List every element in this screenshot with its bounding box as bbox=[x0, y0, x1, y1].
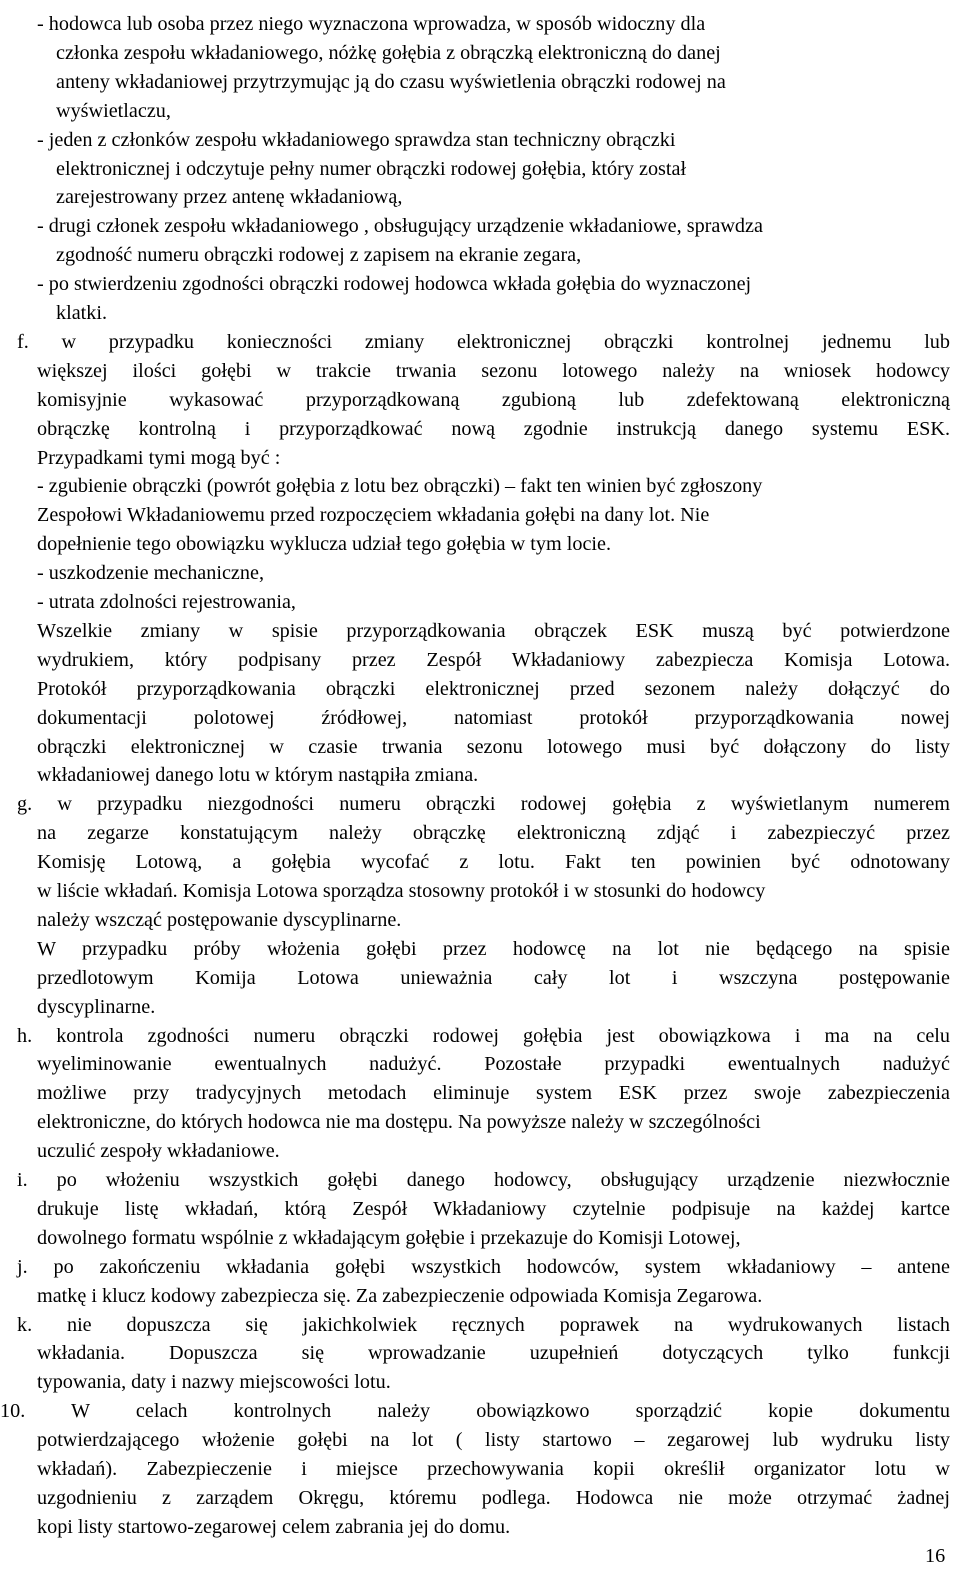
text-line: dyscyplinarne. bbox=[37, 995, 156, 1018]
text-line: w liście wkładań. Komisja Lotowa sporządza stosowny protokół i w stosunki do hodowcy bbox=[37, 880, 766, 902]
text-line: drukuje listę wkładań, którą Zespół Wkładaniowy czytelnie podpisuje na każdej kartce bbox=[37, 1197, 950, 1220]
text-line: Przypadkami tymi mogą być : bbox=[37, 446, 281, 469]
text-line: - jeden z członków zespołu wkładaniowego sprawdza stan techniczny obrączki bbox=[37, 128, 676, 151]
text-line: matkę i klucz kodowy zabezpiecza się. Za zabezpieczenie odpowiada Komisja Zegarowa. bbox=[37, 1284, 763, 1307]
text-line: h. kontrola zgodności numeru obrączki rodowej gołębia jest obowiązkowa i ma na celu bbox=[17, 1024, 950, 1047]
text-line: przedlotowym Komija Lotowa unieważnia cały lot i wszczyna postępowanie bbox=[37, 966, 950, 989]
text-line: wydrukiem, który podpisany przez Zespół Wkładaniowy zabezpiecza Komisja Lotowa. bbox=[37, 648, 950, 671]
text-line: elektroniczne, do których hodowca nie ma dostępu. Na powyższe należy w szczególności bbox=[37, 1111, 761, 1134]
text-line: zgodność numeru obrączki rodowej z zapisem na ekranie zegara, bbox=[56, 244, 582, 267]
text-line: większej ilości gołębi w trakcie trwania sezonu lotowego należy na wniosek hodowcy bbox=[37, 359, 950, 382]
text-line: Zespołowi Wkładaniowemu przed rozpoczęciem wkładania gołębi na dany lot. Nie bbox=[37, 504, 710, 527]
text-line: - zgubienie obrączki (powrót gołębia z lotu bez obrączki) – fakt ten winien być zgłoszony bbox=[37, 475, 763, 498]
text-line: należy wszcząć postępowanie dyscyplinarne. bbox=[37, 908, 402, 931]
text-line: członka zespołu wkładaniowego, nóżkę gołębia z obrączką elektroniczną do danej bbox=[56, 41, 721, 64]
text-line: Protokół przyporządkowania obrączki elektronicznej przed sezonem należy dołączyć do bbox=[37, 677, 950, 700]
text-line: - utrata zdolności rejestrowania, bbox=[37, 591, 296, 613]
text-line: Komisję Lotową, a gołębia wycofać z lotu. Fakt ten powinien być odnotowany bbox=[37, 851, 950, 874]
text-line: k. nie dopuszcza się jakichkolwiek ręcznych poprawek na wydrukowanych listach bbox=[17, 1313, 950, 1336]
text-line: potwierdzającego włożenie gołębi na lot ( listy startowo – zegarowej lub wydruku listy bbox=[37, 1429, 950, 1452]
text-line: wyświetlaczu, bbox=[56, 99, 171, 122]
text-line: na zegarze konstatującym należy obrączkę elektroniczną zdjąć i zabezpieczyć przez bbox=[37, 822, 950, 845]
text-line: elektronicznej i odczytuje pełny numer obrączki rodowej gołębia, który został bbox=[56, 157, 687, 180]
text-line: kopi listy startowo-zegarowej celem zabrania jej do domu. bbox=[37, 1515, 511, 1538]
text-line: wyeliminowanie ewentualnych nadużyć. Pozostałe przypadki ewentualnych nadużyć bbox=[37, 1053, 950, 1076]
text-line: wkładaniowej danego lotu w którym nastąpiła zmiana. bbox=[37, 764, 479, 787]
text-line: uczulić zespoły wkładaniowe. bbox=[37, 1140, 280, 1163]
text-line: W przypadku próby włożenia gołębi przez hodowcę na lot nie będącego na spisie bbox=[37, 937, 950, 960]
text-line: dokumentacji polotowej źródłowej, natomiast protokół przyporządkowania nowej bbox=[37, 706, 950, 729]
text-line: - uszkodzenie mechaniczne, bbox=[37, 562, 264, 585]
text-line: 10. W celach kontrolnych należy obowiązkowo sporządzić kopie dokumentu bbox=[0, 1400, 950, 1423]
text-line: j. po zakończeniu wkładania gołębi wszystkich hodowców, system wkładaniowy – antene bbox=[17, 1255, 950, 1278]
text-line: Wszelkie zmiany w spisie przyporządkowania obrączek ESK muszą być potwierdzone bbox=[37, 619, 950, 642]
text-line: możliwe przy tradycyjnych metodach eliminuje system ESK przez swoje zabezpieczenia bbox=[37, 1082, 950, 1105]
text-line: obrączki elektronicznej w czasie trwania sezonu lotowego musi być dołączony do listy bbox=[37, 735, 950, 758]
text-line: klatki. bbox=[56, 302, 108, 324]
page-number: 16 bbox=[925, 1545, 946, 1567]
text-line: - po stwierdzeniu zgodności obrączki rodowej hodowca wkłada gołębia do wyznaczonej bbox=[37, 273, 752, 296]
text-line: - drugi członek zespołu wkładaniowego , obsługujący urządzenie wkładaniowe, sprawdza bbox=[37, 215, 763, 238]
text-line: zarejestrowany przez antenę wkładaniową, bbox=[56, 186, 403, 209]
text-line: typowania, daty i nazwy miejscowości lotu. bbox=[37, 1371, 391, 1394]
text-line: komisyjnie wykasować przyporządkowaną zgubioną lub zdefektowaną elektroniczną bbox=[37, 388, 950, 411]
text-line: - hodowca lub osoba przez niego wyznaczona wprowadza, w sposób widoczny dla bbox=[37, 13, 706, 35]
text-line: g. w przypadku niezgodności numeru obrączki rodowej gołębia z wyświetlanym numerem bbox=[17, 793, 950, 816]
text-line: uzgodnieniu z zarządem Okręgu, któremu podlega. Hodowca nie może otrzymać żadnej bbox=[37, 1486, 950, 1509]
text-line: i. po włożeniu wszystkich gołębi danego hodowcy, obsługujący urządzenie niezwłocznie bbox=[17, 1169, 950, 1191]
text-line: wkładań). Zabezpieczenie i miejsce przechowywania kopii określił organizator lotu w bbox=[37, 1458, 950, 1480]
text-line: obrączkę kontrolną i przyporządkować nową zgodnie instrukcją danego systemu ESK. bbox=[37, 417, 950, 440]
text-line: dopełnienie tego obowiązku wyklucza udział tego gołębia w tym locie. bbox=[37, 533, 612, 556]
text-line: wkładania. Dopuszcza się wprowadzanie uzupełnień dotyczących tylko funkcji bbox=[37, 1342, 950, 1365]
text-line: dowolnego formatu wspólnie z wkładającym gołębie i przekazuje do Komisji Lotowej, bbox=[37, 1226, 741, 1249]
text-line: f. w przypadku konieczności zmiany elektronicznej obrączki kontrolnej jednemu lub bbox=[17, 330, 950, 353]
text-line: anteny wkładaniowej przytrzymując ją do czasu wyświetlenia obrączki rodowej na bbox=[56, 70, 726, 93]
